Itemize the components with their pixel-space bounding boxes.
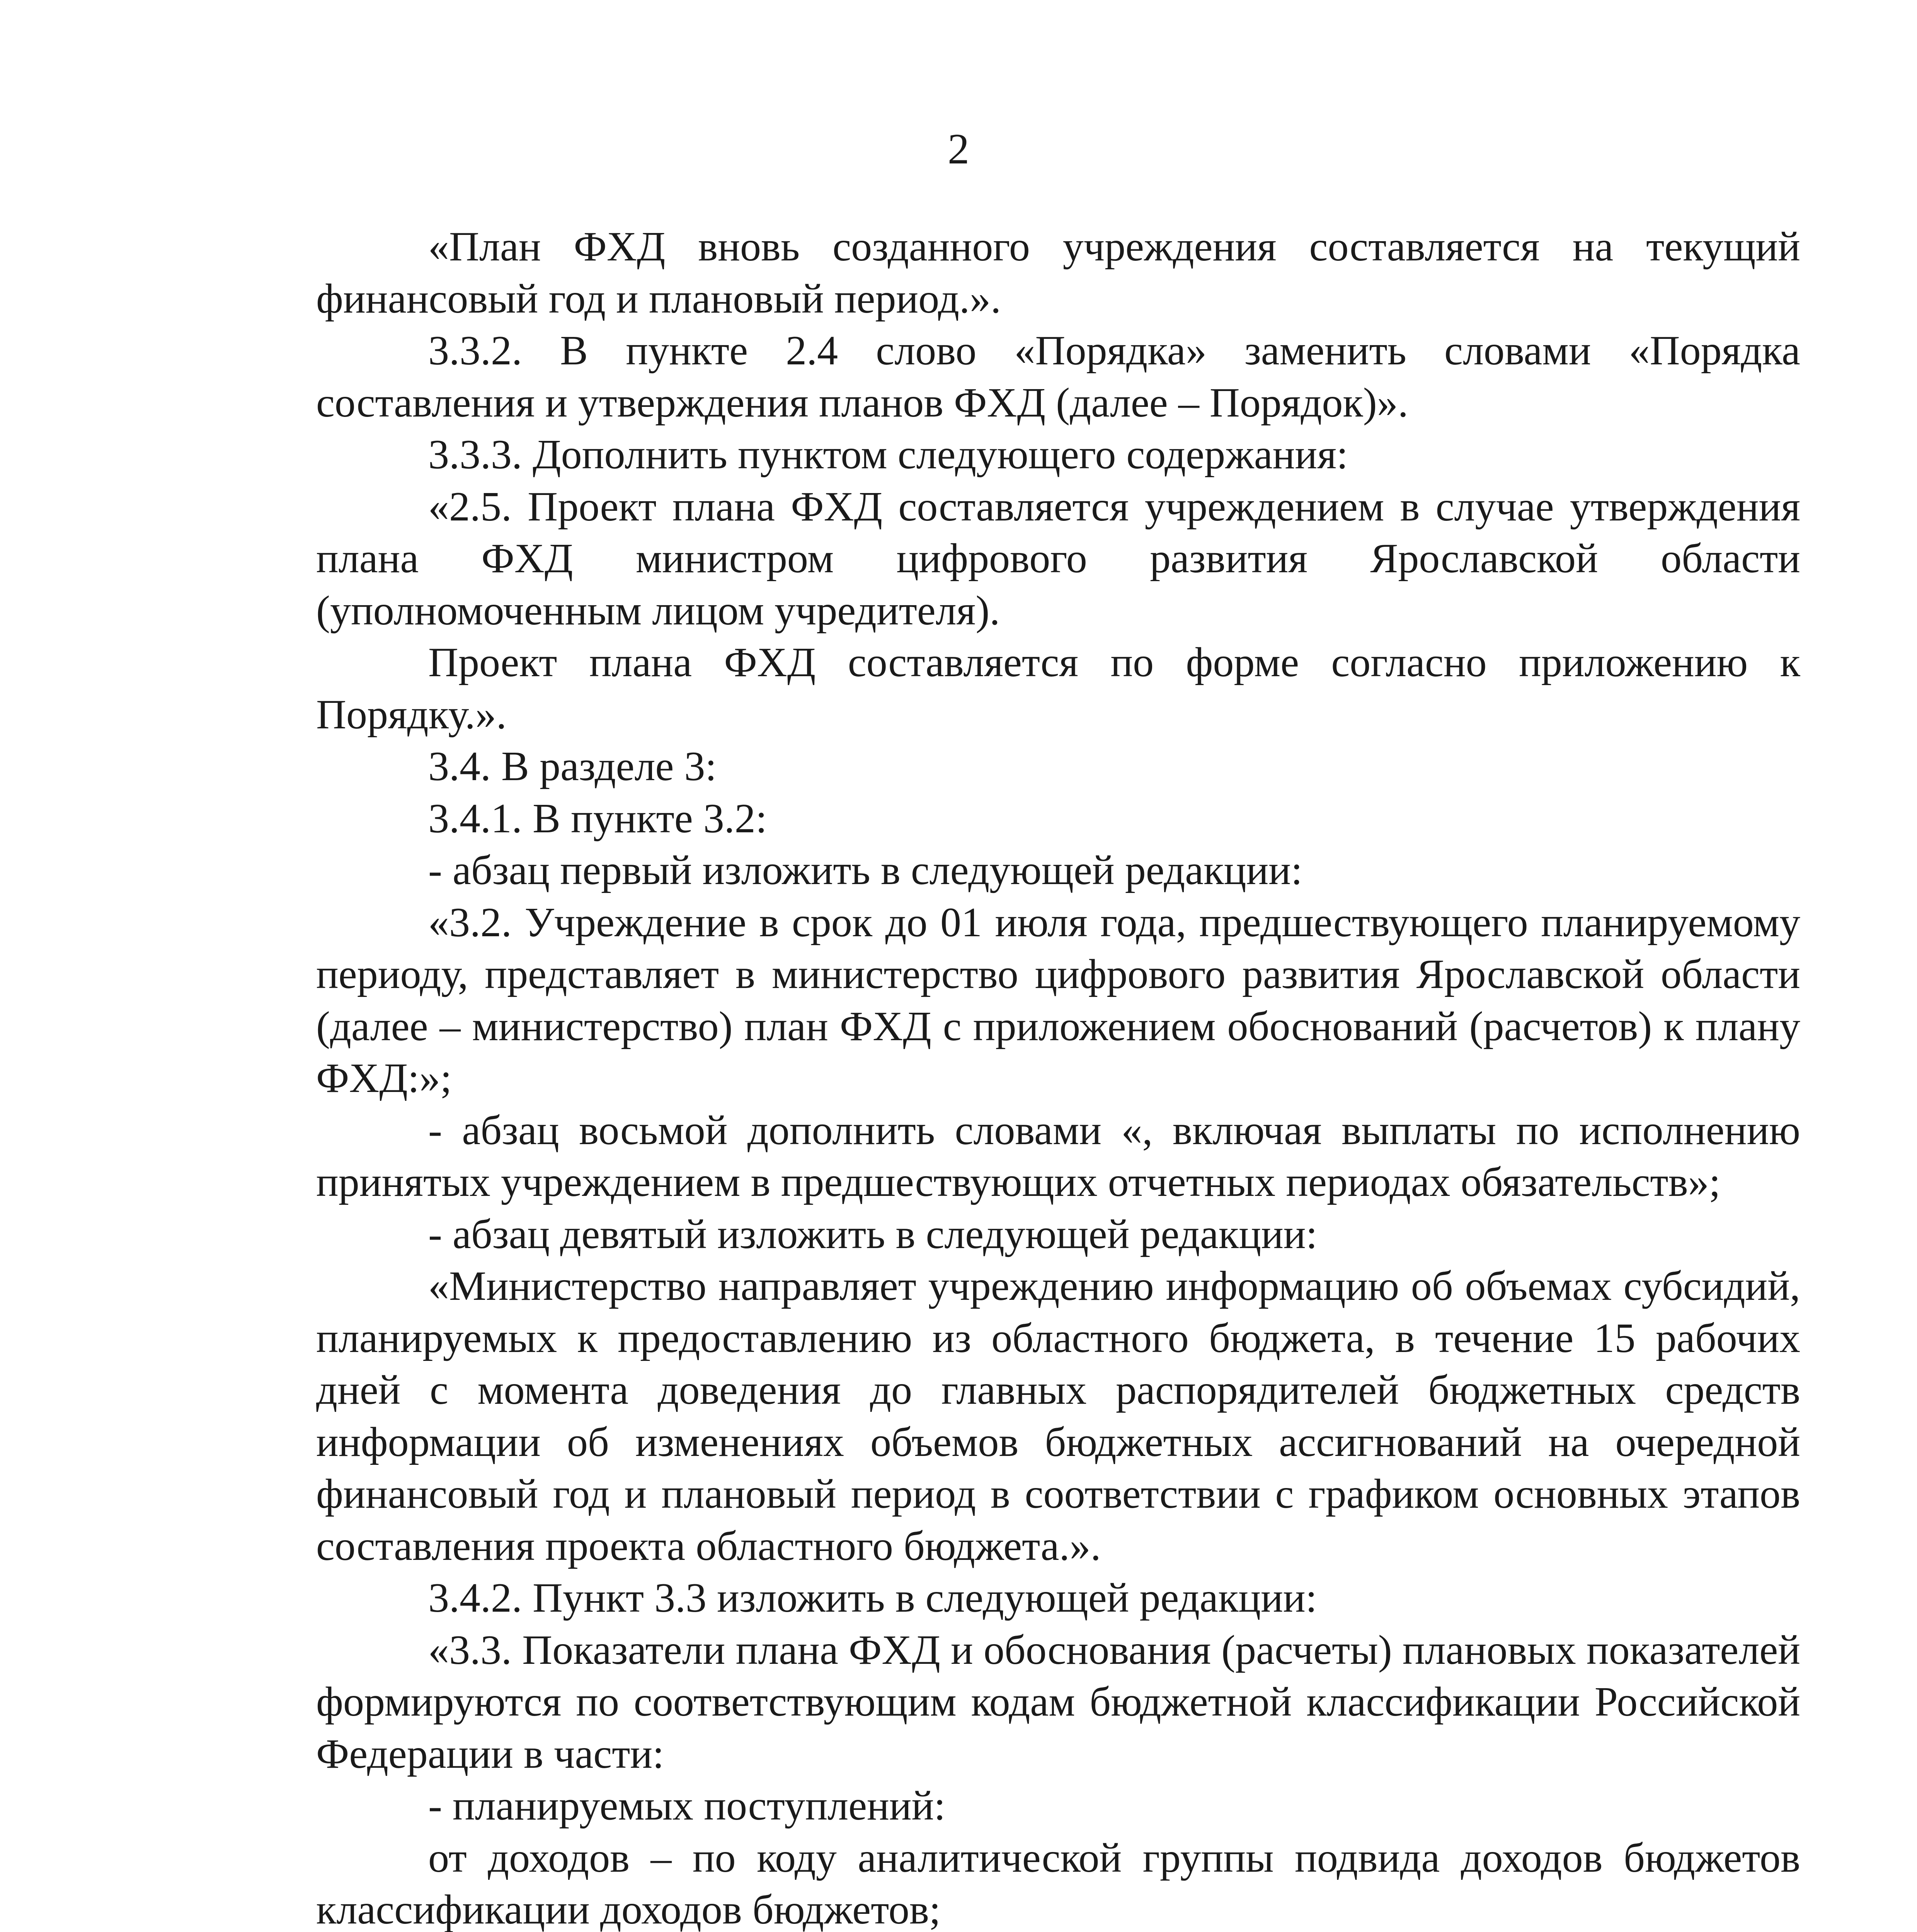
paragraph-15: - планируемых поступлений: (428, 1783, 946, 1829)
paragraph-9: «3.2. Учреждение в срок до 01 июля года, предшествующего планируемому периоду, представляет в министерство цифрового развития Ярославской области (далее – министерство) план ФХД с приложением обоснований (расчетов) к плану ФХД:»; (316, 899, 1800, 1101)
document-body (316, 221, 1800, 1932)
paragraph-1: «План ФХД вновь созданного учреждения составляется на текущий финансовый год и плановый период.». (316, 224, 1800, 322)
paragraph-12: «Министерство направляет учреждению информацию об объемах субсидий, планируемых к предоставлению из областного бюджета, в течение 15 рабочих дней с момента доведения до главных распорядителей бюджетных средств информации об изменениях объемов бюджетных ассигнований на очередной финансовый год и плановый период в соответствии с графиком основных этапов составления проекта областного бюджета.». (316, 1263, 1800, 1569)
paragraph-13: 3.4.2. Пункт 3.3 изложить в следующей редакции: (428, 1575, 1317, 1621)
paragraph-3: 3.3.3. Дополнить пунктом следующего содержания: (428, 432, 1348, 478)
paragraph-10: - абзац восьмой дополнить словами «, включая выплаты по исполнению принятых учреждением в предшествующих отчетных периодах обязательств»; (316, 1107, 1800, 1205)
paragraph-8: - абзац первый изложить в следующей редакции: (428, 847, 1302, 893)
paragraph-14: «3.3. Показатели плана ФХД и обоснования (расчеты) плановых показателей формируются по соответствующим кодам бюджетной классификации Российской Федерации в части: (316, 1627, 1800, 1777)
paragraph-16: от доходов – по коду аналитической группы подвида доходов бюджетов классификации доходов бюджетов; (316, 1835, 1800, 1932)
paragraph-7: 3.4.1. В пункте 3.2: (428, 795, 767, 842)
paragraph-11: - абзац девятый изложить в следующей редакции: (428, 1211, 1318, 1257)
paragraph-5: Проект плана ФХД составляется по форме согласно приложению к Порядку.». (316, 639, 1800, 738)
paragraph-4: «2.5. Проект плана ФХД составляется учреждением в случае утверждения плана ФХД министром цифрового развития Ярославской области (уполномоченным лицом учредителя). (316, 483, 1800, 634)
paragraph-2: 3.3.2. В пункте 2.4 слово «Порядка» заменить словами «Порядка составления и утверждения планов ФХД (далее – Порядок)». (316, 328, 1800, 426)
page-number: 2 (948, 125, 969, 173)
paragraph-6: 3.4. В разделе 3: (428, 743, 717, 789)
